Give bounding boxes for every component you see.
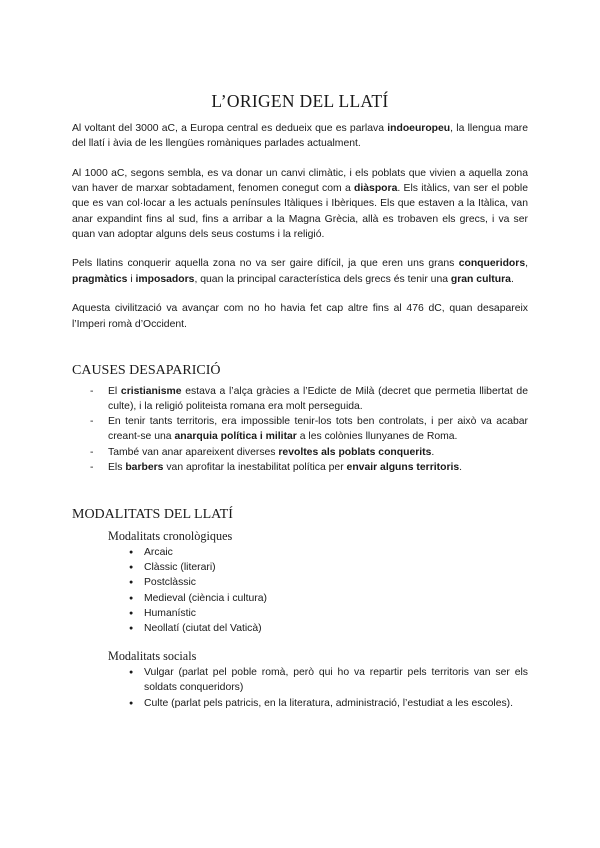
text-run: També van anar apareixent diverses bbox=[108, 446, 279, 458]
intro-paragraph bbox=[72, 301, 528, 331]
text-run: . Els itàlics, van ser el poble que es van col·locar a les actuals penínsules Itàliques i Ibèriques. Els que estaven a la Itàlica, van anar expandint fins al sud, fins a arribar a la Magna Grècia, allà es trobaven els grecs, i va ser quan van adoptar alguns dels seus costums i la religió. bbox=[72, 183, 528, 240]
list-item bbox=[72, 384, 528, 414]
causes-heading: CAUSES DESAPARICIÓ bbox=[72, 362, 221, 378]
socials-list bbox=[72, 665, 528, 711]
text-run: , quan la principal característica dels grecs és tenir una bbox=[194, 273, 451, 285]
text-run: . bbox=[431, 446, 435, 458]
causes-list bbox=[72, 384, 528, 475]
bold-term: revoltes als poblats conquerits bbox=[278, 446, 432, 458]
text-run: Aquesta civilització va avançar com no ho havia fet cap altre fins al 476 dC, quan desapareix l’Imperi romà d’Occident. bbox=[72, 303, 528, 330]
bold-term: gran cultura bbox=[450, 273, 511, 285]
bold-term: envair alguns territoris bbox=[346, 461, 460, 473]
text-run: , la llengua mare del llatí i àvia de les llengües romàniques parlades actualment. bbox=[72, 123, 529, 150]
list-item: ● Postclàssic bbox=[72, 575, 528, 590]
list-item: ● Humanístic bbox=[72, 606, 528, 621]
text-run: En tenir tants territoris, era impossible tenir-los tots ben controlats, i per això va acabar creant-se una bbox=[108, 416, 528, 443]
bold-term: cristianisme bbox=[120, 385, 182, 397]
socials-subheading: Modalitats socials bbox=[108, 649, 197, 664]
list-item bbox=[72, 460, 528, 475]
intro-paragraph bbox=[72, 256, 528, 286]
cronologiques-subheading: Modalitats cronològiques bbox=[108, 528, 233, 543]
bold-term: imposadors bbox=[135, 273, 195, 285]
text-run: , bbox=[525, 258, 528, 270]
text-run: . bbox=[459, 461, 463, 473]
modalitats-heading: MODALITATS DEL LLATÍ bbox=[72, 506, 233, 522]
document-page bbox=[72, 90, 528, 711]
bold-term: indoeuropeu bbox=[387, 123, 451, 134]
list-item: ● Vulgar (parlat pel poble romà, però qui ho va repartir pels territoris van ser els soldats conqueridors) bbox=[72, 665, 528, 695]
text-run: a les colònies llunyanes de Roma. bbox=[296, 431, 458, 443]
text-run: van aprofitar la inestabilitat política per bbox=[163, 461, 347, 473]
text-run: Al voltant del 3000 aC, a Europa central es dedueix que es parlava bbox=[72, 123, 388, 134]
list-item: ● Medieval (ciència i cultura) bbox=[72, 591, 528, 606]
text-run: Al 1000 aC, segons sembla, es va donar un canvi climàtic, i els poblats que vivien a aquella zona van haver de marxar sobtadament, fenomen conegut com a bbox=[72, 167, 528, 195]
list-item: ● Neollatí (ciutat del Vaticà) bbox=[72, 621, 528, 636]
bold-term: anarquia política i militar bbox=[174, 431, 297, 443]
cronologiques-list bbox=[72, 545, 528, 636]
text-run: Pels llatins conquerir aquella zona no va ser gaire difícil, ja que eren uns grans bbox=[72, 258, 459, 270]
text-run: i bbox=[127, 273, 136, 285]
text-run: El bbox=[108, 385, 121, 397]
document-title: L’ORIGEN DEL LLATÍ bbox=[211, 91, 389, 111]
bold-term: pragmàtics bbox=[72, 273, 128, 285]
text-run: . bbox=[510, 273, 514, 285]
list-item: ● Clàssic (literari) bbox=[72, 560, 528, 575]
bold-term: conqueridors bbox=[458, 258, 526, 270]
list-item bbox=[72, 414, 528, 444]
list-item: ● Culte (parlat pels patricis, en la literatura, administració, l’estudiat a les escoles). bbox=[72, 696, 528, 711]
text-run: Els bbox=[108, 461, 126, 473]
text-run: estava a l’alça gràcies a l’Edicte de Milà (decret que permetia llibertat de culte), i la religió politeista romana era molt perseguida. bbox=[108, 385, 528, 412]
intro-paragraph bbox=[72, 121, 528, 151]
intro-paragraph bbox=[72, 166, 528, 242]
bold-term: barbers bbox=[125, 461, 164, 473]
list-item: ● Arcaic bbox=[72, 545, 528, 560]
bold-term: diàspora bbox=[354, 183, 398, 195]
list-item bbox=[72, 445, 528, 460]
